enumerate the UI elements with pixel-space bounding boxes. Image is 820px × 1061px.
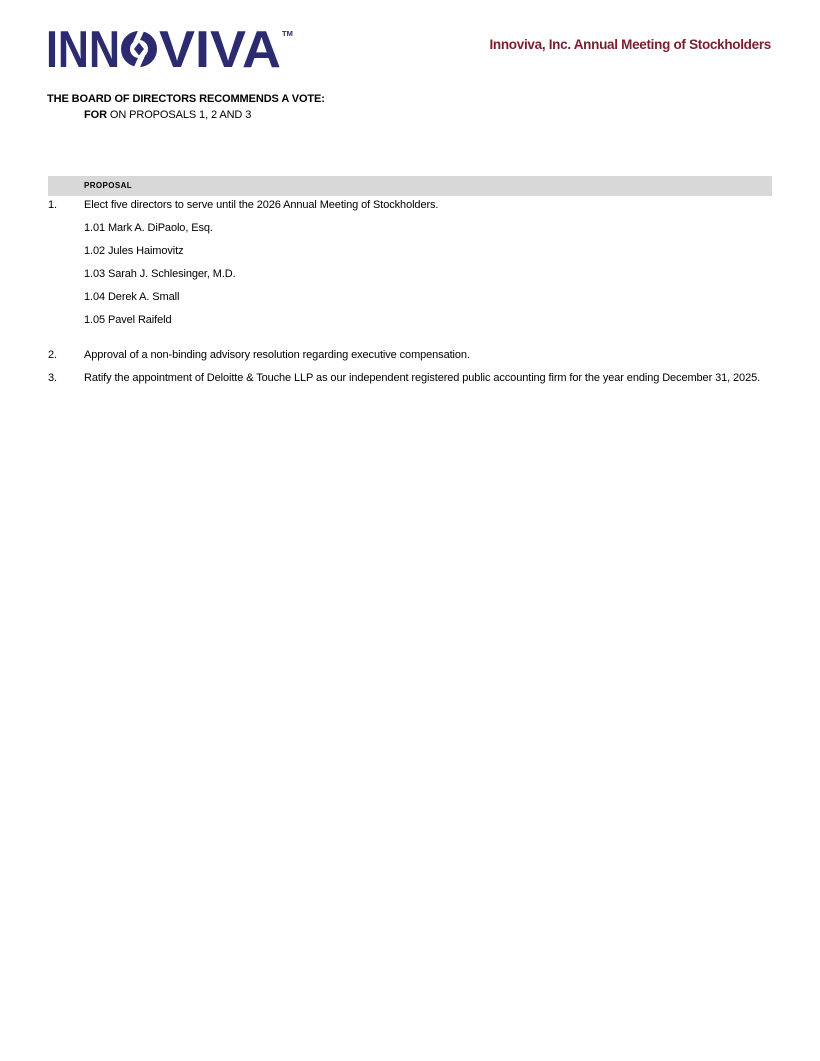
nominee-item-2: 1.02 Jules Haimovitz bbox=[84, 245, 184, 257]
logo-o-icon bbox=[126, 26, 153, 71]
proposal-1-text: Elect five directors to serve until the 2026 Annual Meeting of Stockholders. bbox=[84, 199, 439, 211]
logo-text-inn: INN bbox=[46, 25, 120, 71]
proposal-header-label: PROPOSAL bbox=[84, 181, 133, 190]
innoviva-logo-svg bbox=[46, 25, 296, 71]
nominee-item-5: 1.05 Pavel Raifeld bbox=[84, 314, 172, 326]
proposal-2-text: Approval of a non-binding advisory resolution regarding executive compensation. bbox=[84, 349, 470, 361]
vote-for-label: FOR bbox=[84, 109, 107, 121]
proposal-column-header bbox=[48, 176, 772, 196]
trademark-symbol: TM bbox=[282, 29, 293, 38]
logo-text-viva: VIVA bbox=[159, 25, 281, 71]
innoviva-logo bbox=[46, 25, 296, 71]
proposal-3-text: Ratify the appointment of Deloitte & Touche LLP as our independent registered public accounting firm for the year ending December 31, 2025. bbox=[84, 372, 761, 384]
recommendation-detail bbox=[84, 109, 251, 121]
nominee-item-4: 1.04 Derek A. Small bbox=[84, 291, 180, 303]
nominee-item-1: 1.01 Mark A. DiPaolo, Esq. bbox=[84, 222, 213, 234]
recommendation-heading: THE BOARD OF DIRECTORS RECOMMENDS A VOTE: bbox=[47, 93, 325, 105]
nominee-item-3: 1.03 Sarah J. Schlesinger, M.D. bbox=[84, 268, 236, 280]
proposal-1-number: 1. bbox=[48, 199, 57, 211]
meeting-title: Innoviva, Inc. Annual Meeting of Stockholders bbox=[489, 37, 771, 52]
proposal-2-number: 2. bbox=[48, 349, 57, 361]
vote-proposals-text: ON PROPOSALS 1, 2 AND 3 bbox=[106, 109, 252, 121]
proposal-3-number: 3. bbox=[48, 372, 57, 384]
